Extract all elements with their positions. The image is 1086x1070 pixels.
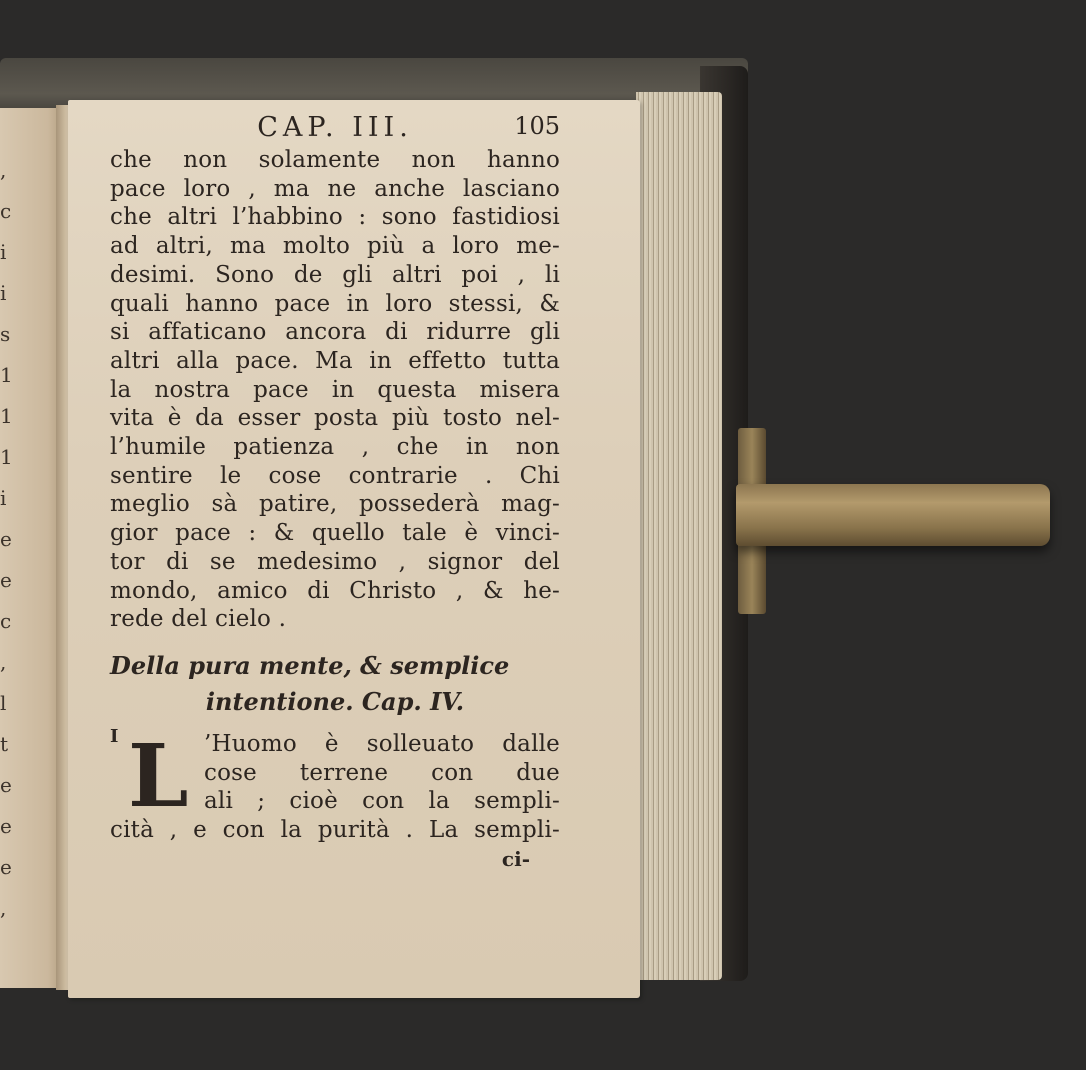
text-line: la nostra pace in questa misera	[110, 376, 560, 403]
chapter-opening	[110, 725, 560, 871]
text-line: mondo, amico di Christo , & he-	[110, 577, 560, 604]
text-line: pace loro , ma ne anche lasciano	[110, 175, 560, 202]
chapter-title: Della pura mente, & semplice	[110, 650, 510, 680]
chapter-title-line2: intentione. Cap. IV.	[205, 686, 465, 716]
text-line: vita è da esser posta più tosto nel-	[110, 405, 560, 432]
text-line: meglio sà patire, possederà mag-	[110, 491, 560, 518]
page-edges	[636, 92, 722, 980]
facing-page-glyph: i	[0, 240, 7, 264]
facing-page-glyph: c	[0, 609, 12, 633]
facing-page-glyph: s	[0, 322, 11, 346]
facing-page-glyph: e	[0, 568, 12, 592]
text-line: quali hanno pace in loro stessi, &	[110, 290, 560, 317]
drop-cap: L	[128, 725, 189, 827]
text-line: che non solamente non hanno	[110, 147, 560, 173]
facing-page-glyph: 1	[0, 363, 13, 387]
facing-page-glyph: e	[0, 855, 12, 879]
facing-page-glyph: ,	[0, 896, 7, 920]
text-line: gior pace : & quello tale è vinci-	[110, 520, 560, 547]
text-line: si affaticano ancora di ridurre gli	[110, 319, 560, 346]
running-title: CAP. III.	[257, 112, 413, 143]
text-line: ali ; cioè con la sempli-	[204, 788, 560, 815]
text-line: cose terrene con due	[204, 759, 560, 786]
running-header	[110, 112, 560, 146]
text-line: ’Huomo è solleuato dalle	[204, 730, 560, 757]
facing-page-glyph: l	[0, 691, 7, 715]
page-text	[110, 112, 560, 871]
text-line: cità , e con la purità . La sempli-	[110, 817, 560, 844]
text-line: ad altri, ma molto più a loro me-	[110, 233, 560, 260]
section-marker: I	[110, 725, 119, 747]
facing-page-glyph: i	[0, 281, 7, 305]
text-line: rede del cielo .	[110, 606, 287, 633]
page-number: 105	[514, 112, 560, 140]
facing-page-glyph: e	[0, 773, 12, 797]
text-line: tor di se medesimo , signor del	[110, 548, 560, 575]
brass-clasp	[736, 484, 1050, 546]
left-page	[0, 108, 60, 988]
facing-page-glyph: ,	[0, 158, 7, 182]
facing-page-glyph: 1	[0, 404, 13, 428]
body-text	[110, 146, 560, 634]
text-line: altri alla pace. Ma in effetto tutta	[110, 347, 560, 374]
facing-page-glyph: i	[0, 486, 7, 510]
text-line: sentire le cose contrarie . Chi	[110, 462, 560, 489]
text-line: che altri l’habbino : sono fastidiosi	[110, 204, 560, 231]
facing-page-glyph: t	[0, 732, 9, 756]
catchword: ci-	[501, 846, 530, 871]
facing-page-glyph: ,	[0, 650, 7, 674]
text-line: l’humile patienza , che in non	[110, 434, 560, 461]
facing-page-glyph: 1	[0, 445, 13, 469]
facing-page-glyph: e	[0, 527, 12, 551]
facing-page-glyph: c	[0, 199, 12, 223]
facing-page-glyph: e	[0, 814, 12, 838]
text-line: desimi. Sono de gli altri poi , li	[110, 261, 560, 288]
